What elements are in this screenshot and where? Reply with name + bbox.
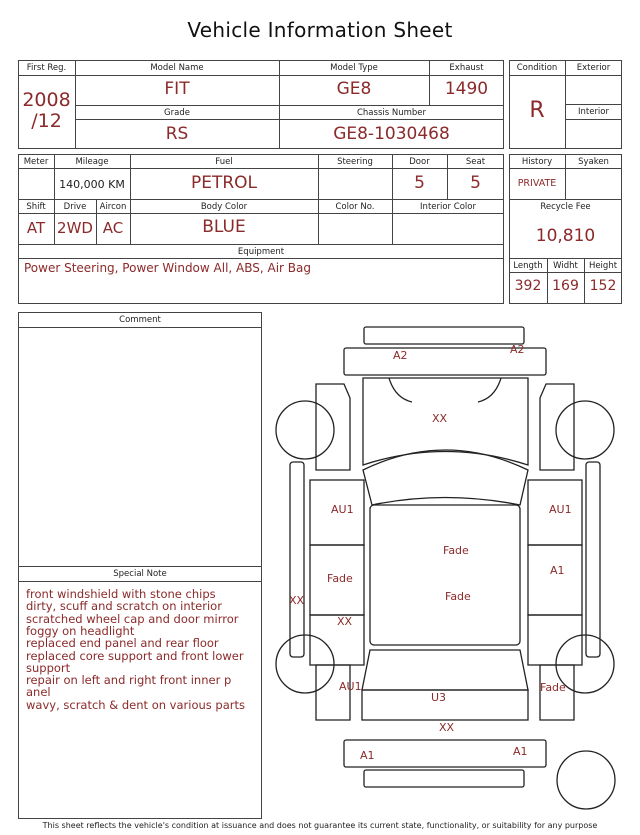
- mileage-label: Mileage: [75, 157, 109, 167]
- length-label: Length: [513, 261, 543, 271]
- exhaust-label: Exhaust: [449, 63, 484, 73]
- width-value: 169: [552, 278, 579, 294]
- equipment-value: Power Steering, Power Window All, ABS, Air Bag: [24, 261, 312, 275]
- special-note-line: foggy on headlight: [26, 624, 135, 638]
- damage-mark: XX: [439, 721, 455, 734]
- meter-label: Meter: [23, 157, 49, 167]
- damage-mark: Fade: [540, 681, 566, 694]
- vehicle-damage-diagram: [268, 320, 628, 820]
- special-note-line: wavy, scratch & dent on various parts: [26, 698, 245, 712]
- mileage-value: 140,000 KM: [59, 178, 125, 191]
- disclaimer-footer: This sheet reflects the vehicle's condition at issuance and does not guarantee its current state, functionality, or suitability for any purpose: [42, 821, 598, 830]
- damage-mark: A2: [393, 349, 408, 362]
- seat-label: Seat: [465, 157, 486, 167]
- special-note-line: front windshield with stone chips: [26, 587, 216, 601]
- damage-mark: AU1: [339, 680, 362, 693]
- damage-mark: AU1: [331, 503, 354, 516]
- special-note-label: Special Note: [113, 569, 167, 579]
- body-color-label: Body Color: [200, 202, 248, 212]
- damage-mark: XX: [432, 412, 448, 425]
- interior-color-label: Interior Color: [420, 202, 476, 212]
- damage-mark: Fade: [445, 590, 471, 603]
- damage-mark: A1: [513, 745, 528, 758]
- damage-mark: AU1: [549, 503, 572, 516]
- width-label: Widht: [553, 261, 578, 271]
- damage-mark: A1: [550, 564, 565, 577]
- page-title: Vehicle Information Sheet: [187, 18, 453, 42]
- length-value: 392: [514, 278, 542, 294]
- history-label: History: [521, 157, 553, 167]
- fuel-label: Fuel: [215, 157, 233, 167]
- shift-label: Shift: [26, 202, 46, 212]
- damage-mark: Fade: [443, 544, 469, 557]
- exterior-label: Exterior: [576, 63, 611, 73]
- model-type-value: GE8: [336, 79, 372, 99]
- fuel-value: PETROL: [190, 173, 258, 193]
- drive-value: 2WD: [57, 219, 93, 237]
- model-name-value: FIT: [164, 79, 190, 99]
- recycle-fee-label: Recycle Fee: [540, 202, 591, 212]
- exhaust-value: 1490: [444, 79, 489, 99]
- shift-value: AT: [26, 219, 46, 237]
- color-no-label: Color No.: [335, 202, 375, 212]
- height-label: Height: [588, 261, 618, 271]
- recycle-fee-value: 10,810: [535, 226, 596, 246]
- special-note-line: repair on left and right front inner p: [26, 673, 232, 687]
- model-name-label: Model Name: [150, 63, 204, 73]
- height-value: 152: [589, 278, 617, 294]
- comment-label: Comment: [119, 315, 161, 325]
- grade-label: Grade: [164, 108, 190, 118]
- aircon-value: AC: [102, 219, 124, 237]
- damage-mark: A2: [510, 343, 525, 356]
- chassis-label: Chassis Number: [356, 108, 427, 118]
- aircon-label: Aircon: [99, 202, 127, 212]
- first-reg-label: First Reg.: [26, 63, 67, 73]
- grade-value: RS: [165, 124, 189, 144]
- damage-mark: XX: [337, 615, 353, 628]
- chassis-value: GE8-1030468: [333, 124, 450, 144]
- damage-mark: XX: [289, 594, 305, 607]
- special-note-line: replaced end panel and rear floor: [26, 636, 219, 650]
- body-color-value: BLUE: [202, 217, 246, 237]
- door-value: 5: [414, 173, 425, 193]
- special-note-line: support: [26, 661, 71, 675]
- damage-mark: Fade: [327, 572, 353, 585]
- drive-label: Drive: [63, 202, 87, 212]
- special-note-line: replaced core support and front lower: [26, 649, 244, 663]
- condition-label: Condition: [516, 63, 558, 73]
- history-value: PRIVATE: [517, 178, 557, 189]
- first-reg-year: 2008: [22, 89, 71, 111]
- special-note-line: anel: [26, 685, 51, 699]
- model-type-label: Model Type: [330, 63, 378, 73]
- special-note-line: dirty, scuff and scratch on interior: [26, 599, 222, 613]
- interior-label: Interior: [577, 107, 609, 117]
- special-note-line: scratched wheel cap and door mirror: [26, 612, 239, 626]
- syaken-label: Syaken: [578, 157, 609, 167]
- condition-grade: R: [529, 98, 545, 123]
- damage-mark: A1: [360, 749, 375, 762]
- damage-mark: U3: [431, 691, 447, 704]
- first-reg-month: /12: [31, 110, 62, 132]
- steering-label: Steering: [337, 157, 373, 167]
- seat-value: 5: [470, 173, 481, 193]
- door-label: Door: [409, 157, 430, 167]
- equipment-label: Equipment: [237, 247, 285, 257]
